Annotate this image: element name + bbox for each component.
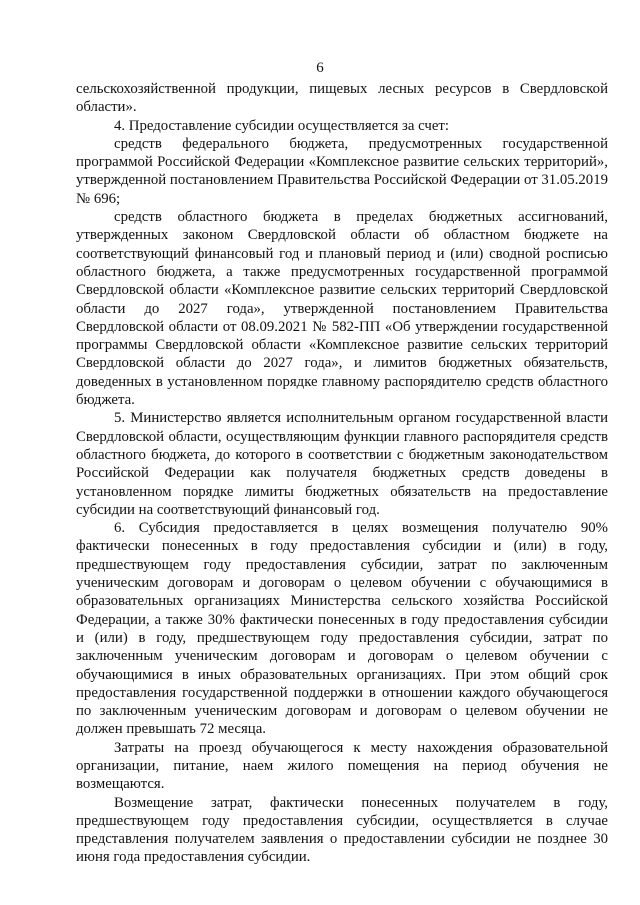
paragraph-continuation: сельскохозяйственной продукции, пищевых лесных ресурсов в Свердловской области».: [76, 81, 608, 116]
document-body: [76, 80, 608, 867]
paragraph-travel-costs: Затраты на проезд обучающегося к месту нахождения образовательной организации, питание, наем жилого помещения на период обучения не возмещаются.: [76, 739, 608, 793]
paragraph-regional-budget: средств областного бюджета в пределах бюджетных ассигнований, утвержденных законом Свердловской области об областном бюджете на соответствующий финансовый год и плановый период и (или) сводной росписью областного бюджета, а также предусмотренных государственной программой Свердловской области «Комплексное развитие сельских территорий Свердловской области до 2027 года», утвержденной постановлением Правительства Свердловской области от 08.09.2021 № 582-ПП «Об утверждении государственной программы Свердловской области «Комплексное развитие сельских территорий Свердловской области до 2027 года», и лимитов бюджетных обязательств, доведенных в установленном порядке главному распорядителю средств областного бюджета.: [76, 209, 608, 409]
paragraph-item-4: 4. Предоставление субсидии осуществляется за счет:: [114, 117, 449, 134]
paragraph-federal-budget: средств федерального бюджета, предусмотренных государственной программой Российской Федерации «Комплексное развитие сельских территорий», утвержденной постановлением Правительства Российской Федерации от 31.05.2019 № 696;: [76, 135, 608, 207]
paragraph-item-6: 6. Субсидия предоставляется в целях возмещения получателю 90% фактически понесенных в году предоставления субсидии и (или) в году, предшествующем году предоставления субсидии, затрат по заключенным ученическим договорам и договорам о целевом обучении с обучающимися в образовательных организациях Министерства сельского хозяйства Российской Федерации, а также 30% фактически понесенных в году предоставления субсидии и (или) в году, предшествующем году предоставления субсидии, затрат по заключенным ученическим договорам и договорам о целевом обучении с обучающимися в иных образовательных организациях. При этом общий срок предоставления государственной поддержки в отношении каждого обучающегося по заключенным ученическим договорам и договорам о целевом обучении не должен превышать 72 месяца.: [76, 520, 608, 738]
paragraph-reimbursement: Возмещение затрат, фактически понесенных получателем в году, предшествующем году предоставления субсидии, осуществляется в случае представления получателем заявления о предоставлении субсидии не позднее 30 июня года предоставления субсидии.: [76, 794, 608, 866]
paragraph-item-5: 5. Министерство является исполнительным органом государственной власти Свердловской области, осуществляющим функции главного распорядителя средств областного бюджета, до которого в соответствии с бюджетным законодательством Российской Федерации как получателя бюджетных средств доведены в установленном порядке лимиты бюджетных обязательств на предоставление субсидии на соответствующий финансовый год.: [76, 410, 608, 518]
page-number: 6: [316, 60, 324, 76]
